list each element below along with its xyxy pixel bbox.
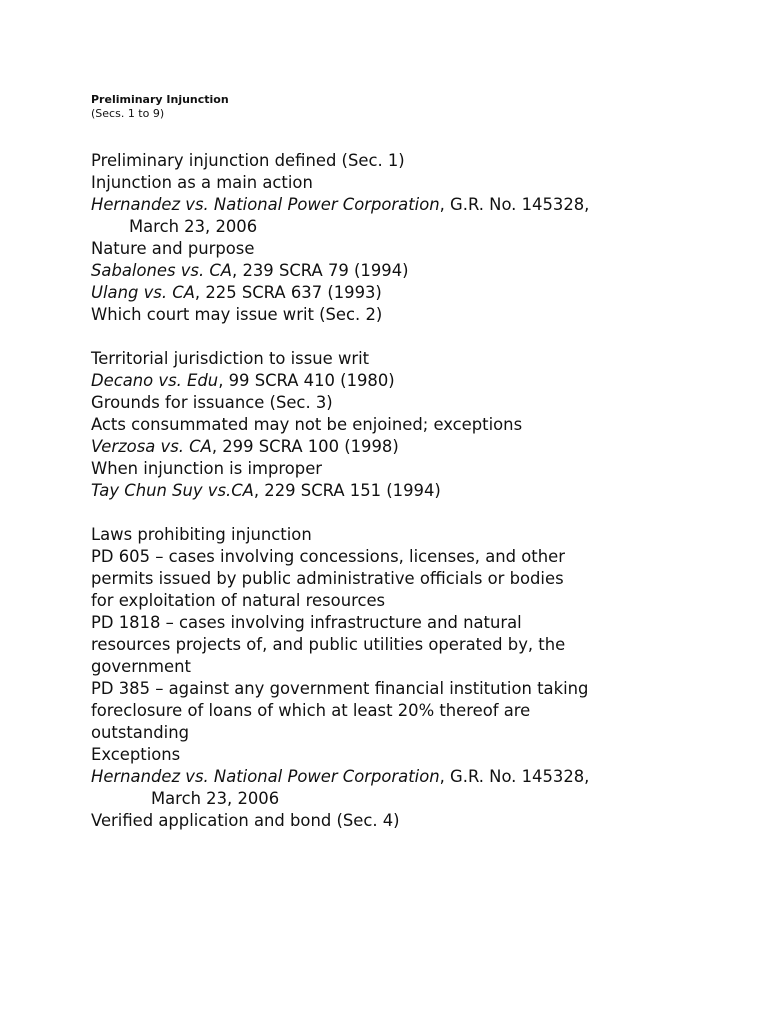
case-citation-line	[91, 480, 711, 502]
case-name: Tay Chun Suy vs.CA	[91, 481, 254, 500]
case-citation: , 229 SCRA 151 (1994)	[253, 481, 441, 500]
blank-line	[91, 326, 711, 348]
case-citation-line	[91, 766, 711, 788]
case-name: Hernandez vs. National Power Corporation	[91, 767, 440, 786]
text-line: Exceptions	[91, 745, 181, 764]
case-citation: , 299 SCRA 100 (1998)	[211, 437, 399, 456]
case-citation-line	[91, 194, 711, 216]
case-name: Decano vs. Edu	[91, 371, 219, 390]
text-line: When injunction is improper	[91, 459, 323, 478]
text-line: Territorial jurisdiction to issue writ	[91, 349, 370, 368]
blank-line	[91, 502, 711, 524]
document-body	[91, 150, 711, 832]
text-line: for exploitation of natural resources	[91, 591, 386, 610]
case-citation-line	[91, 260, 711, 282]
case-name: Ulang vs. CA	[91, 283, 195, 302]
document-subtitle: (Secs. 1 to 9)	[91, 107, 165, 120]
text-line: foreclosure of loans of which at least 20% thereof are	[91, 701, 531, 720]
text-line: Acts consummated may not be enjoined; exceptions	[91, 415, 523, 434]
text-line: March 23, 2006	[151, 789, 280, 808]
text-line: PD 385 – against any government financial institution taking	[91, 679, 589, 698]
text-line: government	[91, 657, 191, 676]
text-line: outstanding	[91, 723, 189, 742]
case-name: Verzosa vs. CA	[91, 437, 212, 456]
text-line: PD 1818 – cases involving infrastructure and natural	[91, 613, 522, 632]
text-line: PD 605 – cases involving concessions, licenses, and other	[91, 547, 565, 566]
text-line: Preliminary injunction defined (Sec. 1)	[91, 151, 405, 170]
text-line: Injunction as a main action	[91, 173, 313, 192]
case-citation-line	[91, 282, 711, 304]
case-citation-line	[91, 370, 711, 392]
text-line: resources projects of, and public utilities operated by, the	[91, 635, 566, 654]
text-line: March 23, 2006	[129, 217, 258, 236]
text-line: Which court may issue writ (Sec. 2)	[91, 305, 383, 324]
document-heading	[91, 93, 229, 121]
case-citation: , 239 SCRA 79 (1994)	[232, 261, 409, 280]
case-citation: , 99 SCRA 410 (1980)	[218, 371, 395, 390]
text-line: permits issued by public administrative officials or bodies	[91, 569, 564, 588]
text-line: Grounds for issuance (Sec. 3)	[91, 393, 333, 412]
text-line: Laws prohibiting injunction	[91, 525, 312, 544]
text-line: Nature and purpose	[91, 239, 255, 258]
case-citation: , 225 SCRA 637 (1993)	[194, 283, 382, 302]
case-citation: , G.R. No. 145328,	[439, 195, 590, 214]
text-line: Verified application and bond (Sec. 4)	[91, 811, 400, 830]
case-citation: , G.R. No. 145328,	[439, 767, 590, 786]
document-title: Preliminary Injunction	[91, 93, 229, 106]
case-name: Hernandez vs. National Power Corporation	[91, 195, 440, 214]
case-name: Sabalones vs. CA	[91, 261, 233, 280]
case-citation-line	[91, 436, 711, 458]
